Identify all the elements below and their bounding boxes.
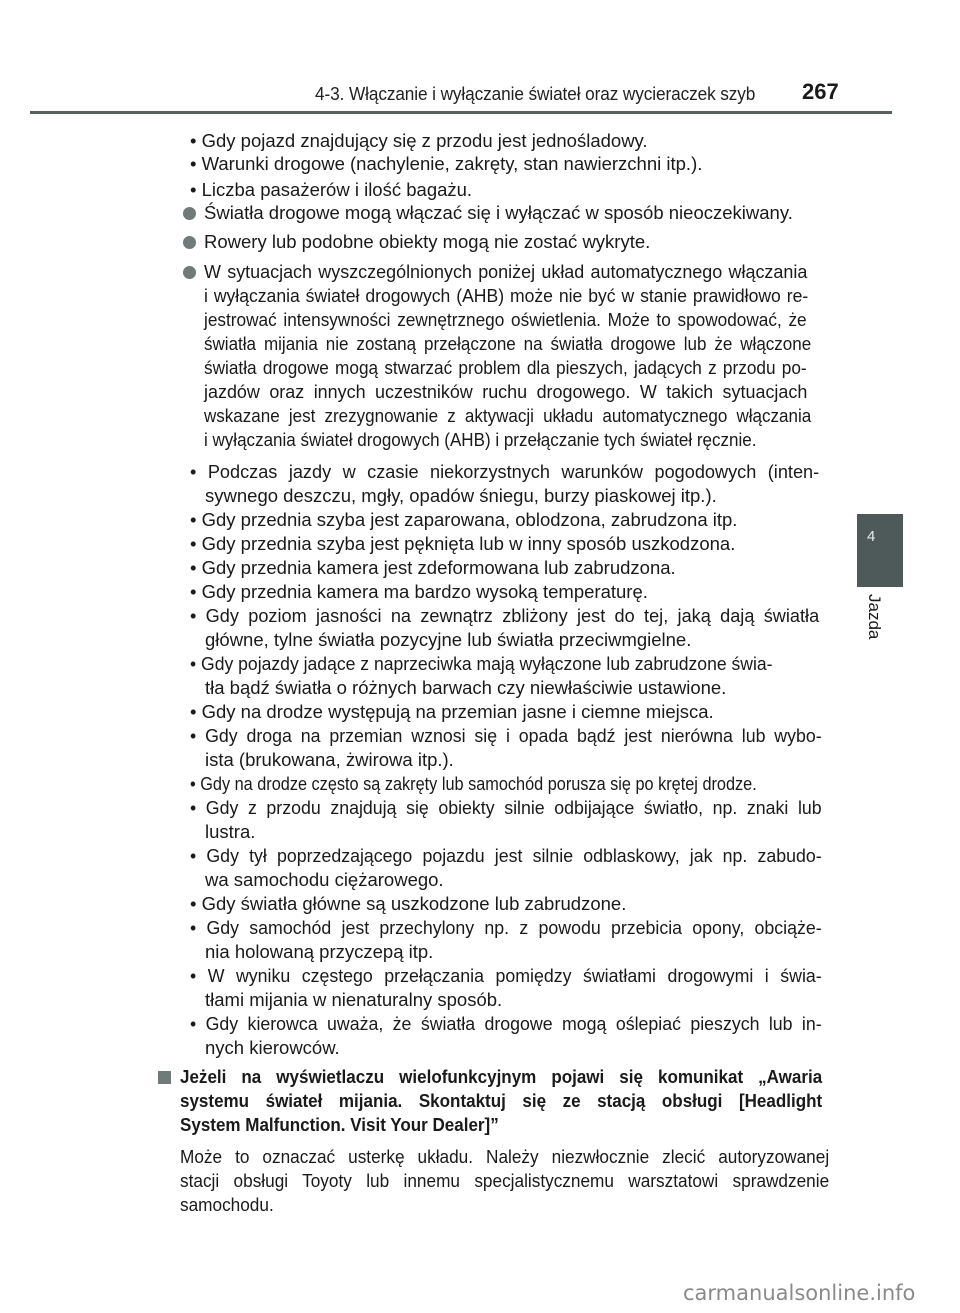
list-item-continuation: lustra.: [205, 821, 256, 842]
round-bullet-icon: [183, 207, 196, 220]
bullet-text-line: wskazane jest zrezygnowanie z aktywacji układu automatycznego włączania: [204, 405, 812, 426]
bullet-text: Rowery lub podobne obiekty mogą nie zostać wykryte.: [204, 231, 651, 252]
list-item: • Gdy pojazdy jadące z naprzeciwka mają wyłączone lub zabrudzone świa-: [190, 653, 773, 674]
list-item: • Gdy pojazd znajdujący się z przodu jest jednośladowy.: [190, 130, 648, 151]
body-text-line: stacji obsługi Toyoty lub innemu specjalistycznemu warsztatowi sprawdzenie: [180, 1170, 830, 1191]
list-item-continuation: nia holowaną przyczepą itp.: [205, 941, 434, 962]
list-item: • Gdy światła główne są uszkodzone lub zabrudzone.: [190, 893, 627, 914]
watermark: carmanualsonline.info: [683, 1281, 916, 1305]
list-item: • Gdy przednia szyba jest zaparowana, oblodzona, zabrudzona itp.: [190, 509, 738, 530]
chapter-tab: [857, 514, 903, 587]
header-divider: [30, 111, 892, 114]
list-item-continuation: wa samochodu ciężarowego.: [205, 869, 444, 890]
bullet-text-line: jestrować intensywności zewnętrznego oświetlenia. Może to spowodować, że: [204, 309, 807, 330]
bullet-text: Światła drogowe mogą włączać się i wyłączać w sposób nieoczekiwany.: [204, 202, 793, 223]
list-item-continuation: główne, tylne światła pozycyjne lub światła przeciwmgielne.: [205, 629, 692, 650]
page-number: 267: [802, 79, 839, 104]
list-item: • Gdy na drodze często są zakręty lub samochód porusza się po krętej drodze.: [190, 773, 757, 794]
list-item: • Gdy na drodze występują na przemian jasne i ciemne miejsca.: [190, 701, 714, 722]
bullet-text-line: światła mijania nie zostaną przełączone na światła drogowe lub że włączone: [204, 333, 812, 354]
list-item: • Gdy z przodu znajdują się obiekty silnie odbijające światło, np. znaki lub: [190, 797, 822, 818]
list-item: • Gdy poziom jasności na zewnątrz zbliżony jest do tej, jaką dają światła: [190, 605, 820, 626]
list-item: • Gdy przednia kamera ma bardzo wysoką temperaturę.: [190, 581, 648, 602]
list-item: • Liczba pasażerów i ilość bagażu.: [190, 179, 473, 200]
bullet-text-line: i wyłączania świateł drogowych (AHB) może nie być w stanie prawidłowo re-: [204, 285, 809, 306]
list-item: • Gdy tył poprzedzającego pojazdu jest silnie odblaskowy, jak np. zabudo-: [190, 845, 822, 866]
section-heading-line: systemu świateł mijania. Skontaktuj się ze stacją obsługi [Headlight: [180, 1090, 823, 1111]
section-title: 4-3. Włączanie i wyłączanie świateł oraz wycieraczek szyb: [315, 83, 756, 104]
chapter-number: 4: [867, 528, 876, 545]
list-item-continuation: tła bądź światła o różnych barwach czy niewłaściwie ustawione.: [205, 677, 727, 698]
list-item: • W wyniku częstego przełączania pomiędzy światłami drogowymi i świa-: [190, 965, 822, 986]
round-bullet-icon: [183, 266, 196, 279]
section-heading-line: System Malfunction. Visit Your Dealer]”: [180, 1114, 499, 1135]
page-header: [0, 0, 960, 115]
list-item: • Gdy samochód jest przechylony np. z powodu przebicia opony, obciąże-: [190, 917, 822, 938]
round-bullet-icon: [183, 236, 196, 249]
body-text-line: samochodu.: [180, 1194, 274, 1215]
section-heading-line: Jeżeli na wyświetlaczu wielofunkcyjnym pojawi się komunikat „Awaria: [180, 1066, 823, 1087]
bullet-text-line: jazdów oraz innych uczestników ruchu drogowego. W takich sytuacjach: [204, 381, 808, 402]
square-bullet-icon: [158, 1071, 171, 1084]
list-item-continuation: sywnego deszczu, mgły, opadów śniegu, burzy piaskowej itp.).: [205, 485, 717, 506]
list-item: • Gdy droga na przemian wznosi się i opada bądź jest nierówna lub wybo-: [190, 725, 822, 746]
list-item: • Gdy przednia szyba jest pęknięta lub w inny sposób uszkodzona.: [190, 533, 736, 554]
body-text-line: Może to oznaczać usterkę układu. Należy niezwłocznie zlecić autoryzowanej: [180, 1146, 830, 1167]
list-item-continuation: tłami mijania w nienaturalny sposób.: [205, 989, 503, 1010]
bullet-text-line: i wyłączania świateł drogowych (AHB) i przełączanie tych świateł ręcznie.: [204, 429, 757, 450]
list-item-continuation: nych kierowców.: [205, 1037, 340, 1058]
list-item: • Gdy kierowca uważa, że światła drogowe mogą oślepiać pieszych lub in-: [190, 1013, 822, 1034]
chapter-label: Jazda: [865, 594, 884, 640]
bullet-text-line: W sytuacjach wyszczególnionych poniżej układ automatycznego włączania: [204, 261, 808, 282]
list-item: • Warunki drogowe (nachylenie, zakręty, stan nawierzchni itp.).: [190, 153, 703, 174]
bullet-text-line: światła drogowe mogą stwarzać problem dla pieszych, jadących z przodu po-: [204, 357, 807, 378]
list-item: • Gdy przednia kamera jest zdeformowana lub zabrudzona.: [190, 557, 676, 578]
list-item: • Podczas jazdy w czasie niekorzystnych warunków pogodowych (inten-: [190, 461, 820, 482]
list-item-continuation: ista (brukowana, żwirowa itp.).: [205, 749, 454, 770]
